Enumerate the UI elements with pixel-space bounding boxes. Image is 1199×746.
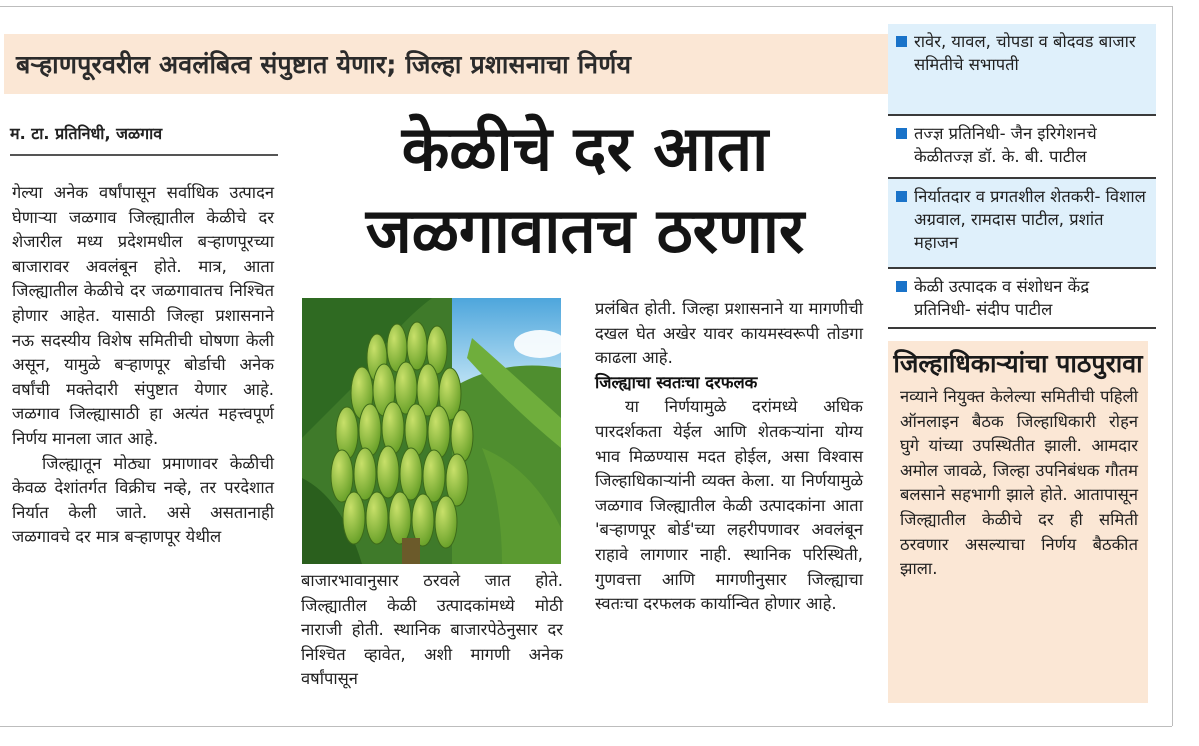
list-item bbox=[888, 269, 1156, 329]
article-column-3 bbox=[595, 297, 863, 617]
article-paragraph: प्रलंबित होती. जिल्हा प्रशासनाने या मागणीची दखल घेत अखेर यावर कायमस्वरूपी तोडगा काढला आहे. bbox=[595, 299, 863, 368]
list-item bbox=[888, 179, 1156, 269]
square-bullet-icon bbox=[896, 36, 907, 47]
headline bbox=[290, 108, 880, 272]
list-item bbox=[888, 116, 1156, 179]
square-bullet-icon bbox=[896, 128, 907, 139]
followup-box bbox=[888, 341, 1148, 703]
article-column-1 bbox=[12, 181, 274, 550]
box-body: नव्याने नियुक्त केलेल्या समितीची पहिली ऑनलाइन बैठक जिल्हाधिकारी रोहन घुगे यांच्या उपस्थितीत झाली. आमदार अमोल जावळे, जिल्हा उपनिबंधक गौतम बलसाने सहभागी झाले होते. आतापासून जिल्ह्यातील केळीचे दर ही समिती ठरवणार असल्याचा निर्णय बैठकीत झाला. bbox=[900, 387, 1138, 579]
byline-divider bbox=[10, 154, 278, 156]
member-text: तज्ज्ञ प्रतिनिधी- जैन इरिगेशनचे केळीतज्ज्ञ डॉ. के. बी. पाटील bbox=[914, 124, 1097, 166]
article-paragraph: बाजारभावानुसार ठरवले जात होते. जिल्ह्यातील केळी उत्पादकांमध्ये मोठी नाराजी होती. स्थानिक बाजारपेठेनुसार दर निश्चित व्हावेत, अशी मागणी अनेक वर्षांपासून bbox=[301, 571, 563, 689]
headline-line-1: केळीचे दर आता bbox=[401, 112, 769, 185]
article-column-2 bbox=[301, 569, 563, 692]
member-text: निर्यातदार व प्रगतशील शेतकरी- विशाल अग्रवाल, रामदास पाटील, प्रशांत महाजन bbox=[914, 187, 1146, 252]
banana-bunch-photo bbox=[302, 298, 561, 564]
headline-line-2: जळगावातच ठरणार bbox=[365, 194, 805, 267]
square-bullet-icon bbox=[896, 191, 907, 202]
banana-photo-illustration bbox=[302, 298, 561, 564]
kicker-text: बऱ्हाणपूरवरील अवलंबित्व संपुष्टात येणार; जिल्हा प्रशासनाचा निर्णय bbox=[16, 50, 632, 79]
member-text: रावेर, यावल, चोपडा व बोदवड बाजार समितीचे सभापती bbox=[914, 32, 1136, 74]
list-item bbox=[888, 24, 1156, 116]
article-subhead: जिल्ह्याचा स्वतःचा दरफलक bbox=[595, 372, 758, 392]
box-title: जिल्हाधिकाऱ्यांचा पाठपुरावा bbox=[893, 349, 1143, 378]
frame-border-top bbox=[0, 6, 1172, 7]
article-paragraph: या निर्णयामुळे दरांमध्ये अधिक पारदर्शकता येईल आणि शेतकऱ्यांना योग्य भाव मिळण्यास मदत होईल, असा विश्वास जिल्हाधिकाऱ्यांनी व्यक्त केला. या निर्णयामुळे जळगाव जिल्ह्यातील केळी उत्पादकांना आता 'बऱ्हाणपूर बोर्ड'च्या लहरीपणावर अवलंबून राहावे लागणार नाही. स्थानिक परिस्थिती, गुणवत्ता आणि मागणीनुसार जिल्ह्याचा स्वतःचा दरफलक कार्यान्वित होणार आहे. bbox=[595, 397, 863, 614]
byline: म. टा. प्रतिनिधी, जळगाव bbox=[10, 124, 163, 143]
article-paragraph: जिल्ह्यातून मोठ्या प्रमाणावर केळीची केवळ देशांतर्गत विक्रीच नव्हे, तर परदेशात निर्यात केली जाते. असे असतानाही जळगावचे दर मात्र बऱ्हाणपूर येथील bbox=[12, 453, 274, 547]
committee-members-list bbox=[888, 24, 1156, 329]
square-bullet-icon bbox=[896, 281, 907, 292]
frame-border-bottom bbox=[0, 726, 1172, 727]
kicker-banner bbox=[4, 34, 888, 94]
member-text: केळी उत्पादक व संशोधन केंद्र प्रतिनिधी- संदीप पाटील bbox=[914, 277, 1090, 319]
article-paragraph: गेल्या अनेक वर्षांपासून सर्वाधिक उत्पादन घेणाऱ्या जळगाव जिल्ह्यातील केळीचे दर शेजारील मध्य प्रदेशमधील बऱ्हाणपूरच्या बाजारावर अवलंबून होते. मात्र, आता जिल्ह्यातील केळीचे दर जळगावातच निश्चित होणार आहेत. यासाठी जिल्हा प्रशासनाने नऊ सदस्यीय विशेष समितीची घोषणा केली असून, यामुळे बऱ्हाणपूर बोर्डाची अनेक वर्षांची मक्तेदारी संपुष्टात येणार आहे. जळगाव जिल्ह्यासाठी हा अत्यंत महत्त्वपूर्ण निर्णय मानला जात आहे. bbox=[12, 183, 274, 448]
frame-border-right bbox=[1172, 6, 1173, 726]
